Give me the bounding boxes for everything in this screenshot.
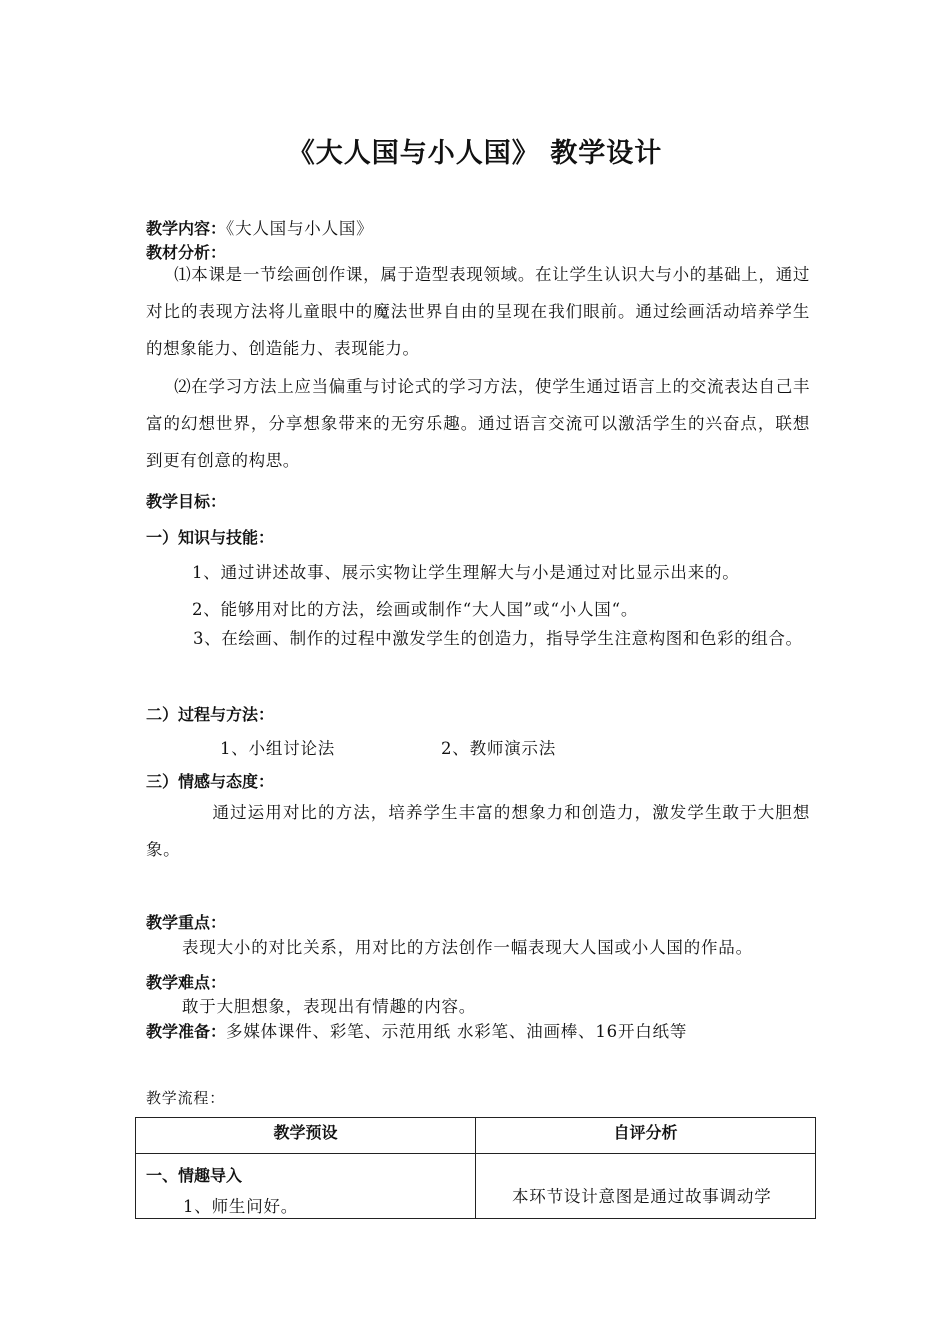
analysis-paragraph-2 bbox=[146, 368, 810, 479]
method-2: 2、教师演示法 bbox=[441, 739, 557, 758]
attitude-text: 通过运用对比的方法，培养学生丰富的想象力和创造力，激发学生敢于大胆想象。 bbox=[146, 803, 810, 859]
goals-section-3-heading: 三）情感与态度： bbox=[146, 772, 275, 791]
goals-section-1-heading: 一）知识与技能： bbox=[146, 528, 275, 547]
preparation-label: 教学准备： bbox=[146, 1022, 227, 1041]
analysis-paragraph-1-text: ⑴本课是一节绘画创作课，属于造型表现领域。在让学生认识大与小的基础上，通过对比的表现方法将儿童眼中的魔法世界自由的呈现在我们眼前。通过绘画活动培养学生的想象能力、创造能力、表现能力。 bbox=[146, 265, 810, 358]
flow-header-plan: 教学预设 bbox=[136, 1118, 476, 1154]
analysis-paragraph-2-text: ⑵在学习方法上应当偏重与讨论式的学习方法，使学生通过语言上的交流表达自己丰富的幻想世界，分享想象带来的无穷乐趣。通过语言交流可以激活学生的兴奋点，联想到更有创意的构思。 bbox=[146, 377, 810, 470]
flow-header-evaluation: 自评分析 bbox=[476, 1118, 816, 1154]
flow-cell-plan bbox=[136, 1154, 476, 1219]
difficulty-heading: 教学难点： bbox=[146, 973, 227, 992]
goal-item-2: 2、能够用对比的方法，绘画或制作“大人国”或“小人国“。 bbox=[192, 600, 639, 619]
flow-cell-evaluation bbox=[476, 1154, 816, 1219]
flow-comment: 本环节设计意图是通过故事调动学 bbox=[512, 1187, 772, 1206]
table-row bbox=[136, 1154, 816, 1219]
goals-heading: 教学目标： bbox=[146, 492, 227, 511]
key-point-heading: 教学重点： bbox=[146, 913, 227, 932]
teaching-content-label: 教学内容： bbox=[146, 219, 227, 238]
attitude-paragraph bbox=[146, 794, 810, 868]
analysis-heading: 教材分析： bbox=[146, 243, 227, 262]
flow-section-title: 一、情趣导入 bbox=[146, 1166, 243, 1185]
teaching-content bbox=[146, 215, 373, 239]
method-1: 1、小组讨论法 bbox=[220, 739, 336, 758]
goals-section-2-heading: 二）过程与方法： bbox=[146, 705, 275, 724]
goal-item-3 bbox=[146, 620, 810, 657]
flow-item: 1、师生问好。 bbox=[183, 1197, 299, 1216]
key-point-text: 表现大小的对比关系，用对比的方法创作一幅表现大人国或小人国的作品。 bbox=[182, 938, 753, 957]
page-title: 《大人国与小人国》 教学设计 bbox=[287, 138, 663, 169]
preparation-text: 多媒体课件、彩笔、示范用纸 水彩笔、油画棒、16开白纸等 bbox=[226, 1022, 688, 1041]
flow-table bbox=[135, 1117, 816, 1219]
difficulty-text: 敢于大胆想象，表现出有情趣的内容。 bbox=[182, 997, 477, 1016]
teaching-content-value: 《大人国与小人国》 bbox=[226, 219, 374, 238]
goal-item-3-text: 3、在绘画、制作的过程中激发学生的创造力，指导学生注意构图和色彩的组合。 bbox=[193, 629, 803, 648]
preparation bbox=[146, 1018, 687, 1042]
goal-item-1: 1、通过讲述故事、展示实物让学生理解大与小是通过对比显示出来的。 bbox=[192, 563, 740, 582]
flow-table-header-row bbox=[136, 1118, 816, 1154]
analysis-paragraph-1 bbox=[146, 256, 810, 367]
flow-label: 教学流程： bbox=[146, 1089, 226, 1107]
